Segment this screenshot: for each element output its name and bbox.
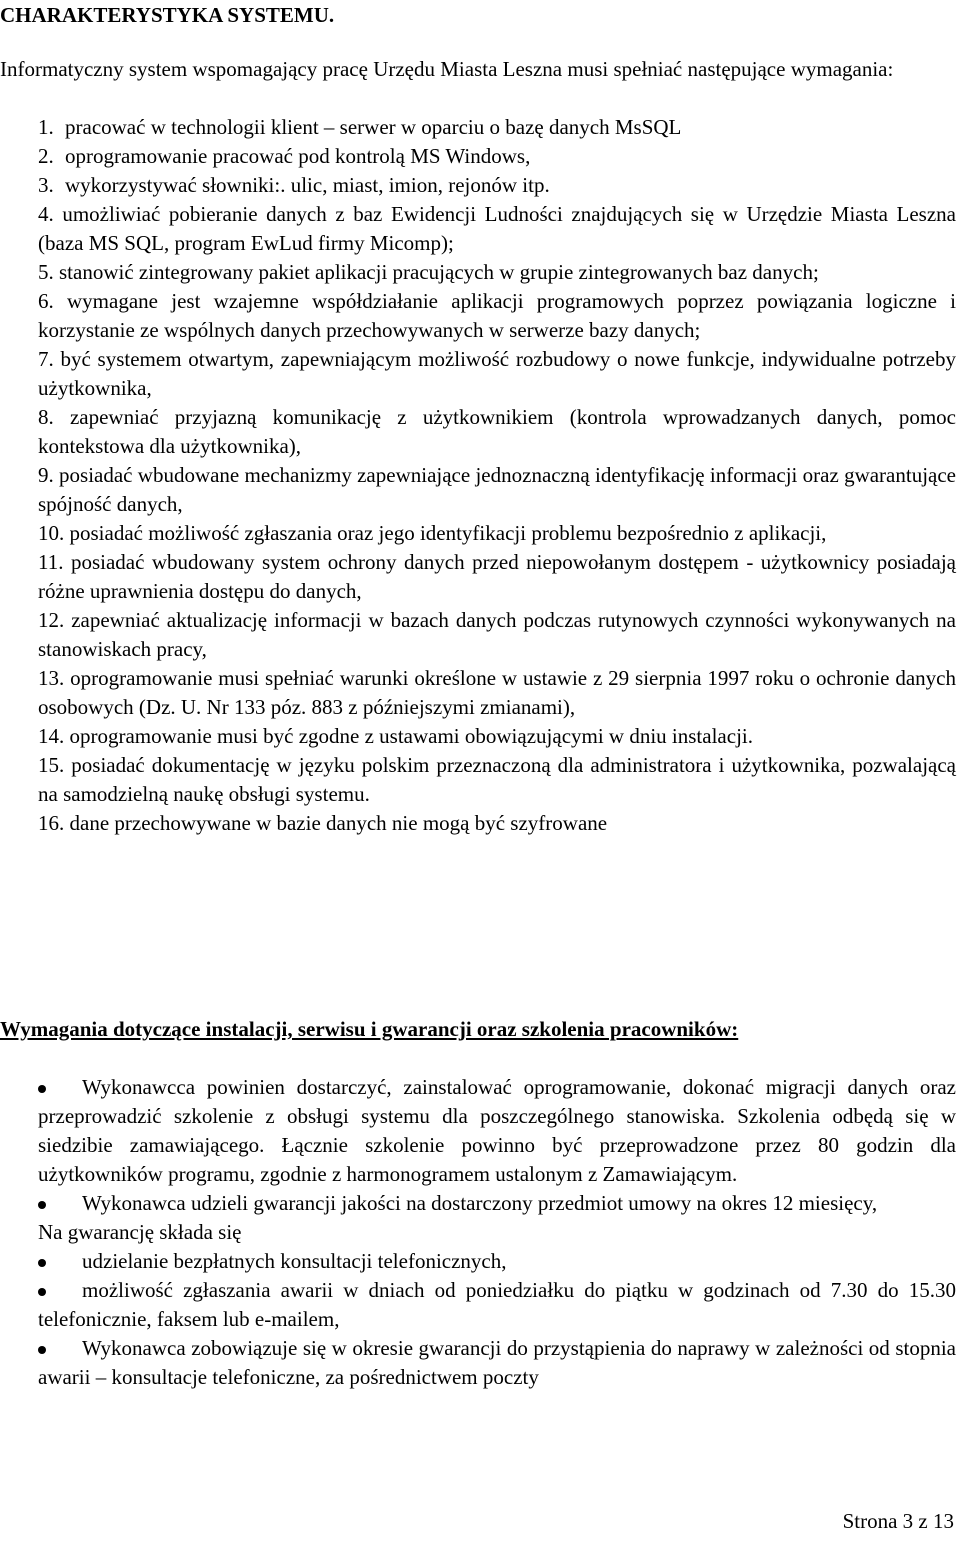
item-text: wymagane jest wzajemne współdziałanie aplikacji programowych poprzez powiązania logiczne i korzystanie ze wspólnych danych przechowywanych w serwerze bazy danych; — [38, 289, 957, 342]
list-item — [38, 606, 956, 664]
item-number: 7. — [38, 347, 54, 371]
list-item — [38, 200, 956, 258]
bullet-dot-icon — [38, 1085, 46, 1093]
item-text: dane przechowywane w bazie danych nie mogą być szyfrowane — [69, 811, 608, 835]
bullet-dot-icon — [38, 1259, 46, 1267]
list-item — [38, 809, 956, 838]
list-item — [38, 722, 956, 751]
section-heading: Wymagania dotyczące instalacji, serwisu i gwarancji oraz szkolenia pracowników: — [0, 1017, 739, 1041]
item-text: oprogramowanie pracować pod kontrolą MS Windows, — [65, 144, 531, 168]
item-text: umożliwiać pobieranie danych z baz Ewidencji Ludności znajdujących się w Urzędzie Miasta Leszna (baza MS SQL, program EwLud firmy Micomp); — [38, 202, 957, 255]
item-number: 10. — [38, 521, 65, 545]
list-item — [38, 548, 956, 606]
bullet-list — [38, 1073, 956, 1392]
bullet-text: Wykonawcca powinien dostarczyć, zainstalować oprogramowanie, dokonać migracji danych oraz przeprowadzić szkolenie z obsługi systemu dla poszczególnego stanowiska. Szkolenia odbędą się w siedzibie zamawiającego. Łącznie szkolenie powinno być przeprowadzone przez 80 godzin dla użytkowników programu, zgodnie z harmonogramem ustalonym z Zamawiającym. — [38, 1075, 956, 1186]
item-text: oprogramowanie musi być zgodne z ustawami obowiązującymi w dniu instalacji. — [69, 724, 753, 748]
list-item — [38, 171, 956, 200]
item-text: posiadać dokumentację w języku polskim przeznaczoną dla administratora i użytkownika, pozwalającą na samodzielną naukę obsługi systemu. — [38, 753, 956, 806]
item-text: posiadać możliwość zgłaszania oraz jego identyfikacji problemu bezpośrednio z aplikacji, — [69, 521, 827, 545]
item-text: pracować w technologii klient – serwer w oparciu o bazę danych MsSQL — [65, 115, 682, 139]
item-number: 13. — [38, 666, 65, 690]
bullet-text: Wykonawca udzieli gwarancji jakości na dostarczony przedmiot umowy na okres 12 miesięcy, — [82, 1191, 878, 1215]
list-item — [38, 287, 956, 345]
bullet-item — [38, 1247, 956, 1276]
item-text: posiadać wbudowane mechanizmy zapewniające jednoznaczną identyfikację informacji oraz gwarantujące spójność danych, — [38, 463, 956, 516]
list-item — [38, 519, 956, 548]
item-number: 2. — [38, 144, 54, 168]
bullet-text: Wykonawca zobowiązuje się w okresie gwarancji do przystąpienia do naprawy w zależności od stopnia awarii – konsultacje telefoniczne, za pośrednictwem poczty — [38, 1336, 956, 1389]
item-text: wykorzystywać słowniki:. ulic, miast, imion, rejonów itp. — [65, 173, 550, 197]
list-item — [38, 403, 956, 461]
list-item — [38, 751, 956, 809]
item-text: być systemem otwartym, zapewniającym możliwość rozbudowy o nowe funkcje, indywidualne potrzeby użytkownika, — [38, 347, 956, 400]
bullet-item — [38, 1189, 956, 1218]
list-item — [38, 113, 956, 142]
item-number: 4. — [38, 202, 54, 226]
intro-paragraph: Informatyczny system wspomagający pracę Urzędu Miasta Leszna musi spełniać następujące wymagania: — [0, 57, 894, 81]
item-number: 12. — [38, 608, 65, 632]
list-item — [38, 258, 956, 287]
item-number: 14. — [38, 724, 65, 748]
bullet-dot-icon — [38, 1288, 46, 1296]
bullet-dot-icon — [38, 1201, 46, 1209]
list-item — [38, 345, 956, 403]
requirements-list — [38, 113, 956, 838]
page-number: Strona 3 z 13 — [842, 1509, 954, 1533]
item-number: 15. — [38, 753, 65, 777]
item-text: stanowić zintegrowany pakiet aplikacji pracujących w grupie zintegrowanych baz danych; — [59, 260, 819, 284]
item-text: oprogramowanie musi spełniać warunki określone w ustawie z 29 sierpnia 1997 roku o ochronie danych osobowych (Dz. U. Nr 133 póz. 883 z późniejszymi zmianami), — [38, 666, 957, 719]
bullet-item — [38, 1276, 956, 1334]
item-number: 16. — [38, 811, 65, 835]
item-text: posiadać wbudowany system ochrony danych przed niepowołanym dostępem - użytkownicy posiadają różne uprawnienia dostępu do danych, — [38, 550, 956, 603]
list-item — [38, 664, 956, 722]
item-number: 11. — [38, 550, 64, 574]
list-item — [38, 142, 956, 171]
bullet-item — [38, 1334, 956, 1392]
item-number: 5. — [38, 260, 54, 284]
document-heading: CHARAKTERYSTYKA SYSTEMU. — [0, 3, 335, 27]
bullet-item — [38, 1073, 956, 1189]
guarantee-intro: Na gwarancję składa się — [38, 1220, 242, 1244]
item-number: 1. — [38, 115, 54, 139]
bullet-dot-icon — [38, 1346, 46, 1354]
item-number: 8. — [38, 405, 54, 429]
item-text: zapewniać aktualizację informacji w bazach danych podczas rutynowych czynności wykonywanych na stanowiskach pracy, — [38, 608, 956, 661]
bullet-text: udzielanie bezpłatnych konsultacji telefonicznych, — [82, 1249, 507, 1273]
item-number: 6. — [38, 289, 54, 313]
list-item — [38, 461, 956, 519]
item-text: zapewniać przyjazną komunikację z użytkownikiem (kontrola wprowadzanych danych, pomoc kontekstowa dla użytkownika), — [38, 405, 956, 458]
item-number: 3. — [38, 173, 54, 197]
item-number: 9. — [38, 463, 54, 487]
bullet-text: możliwość zgłaszania awarii w dniach od poniedziałku do piątku w godzinach od 7.30 do 15.30 telefonicznie, faksem lub e-mailem, — [38, 1278, 956, 1331]
